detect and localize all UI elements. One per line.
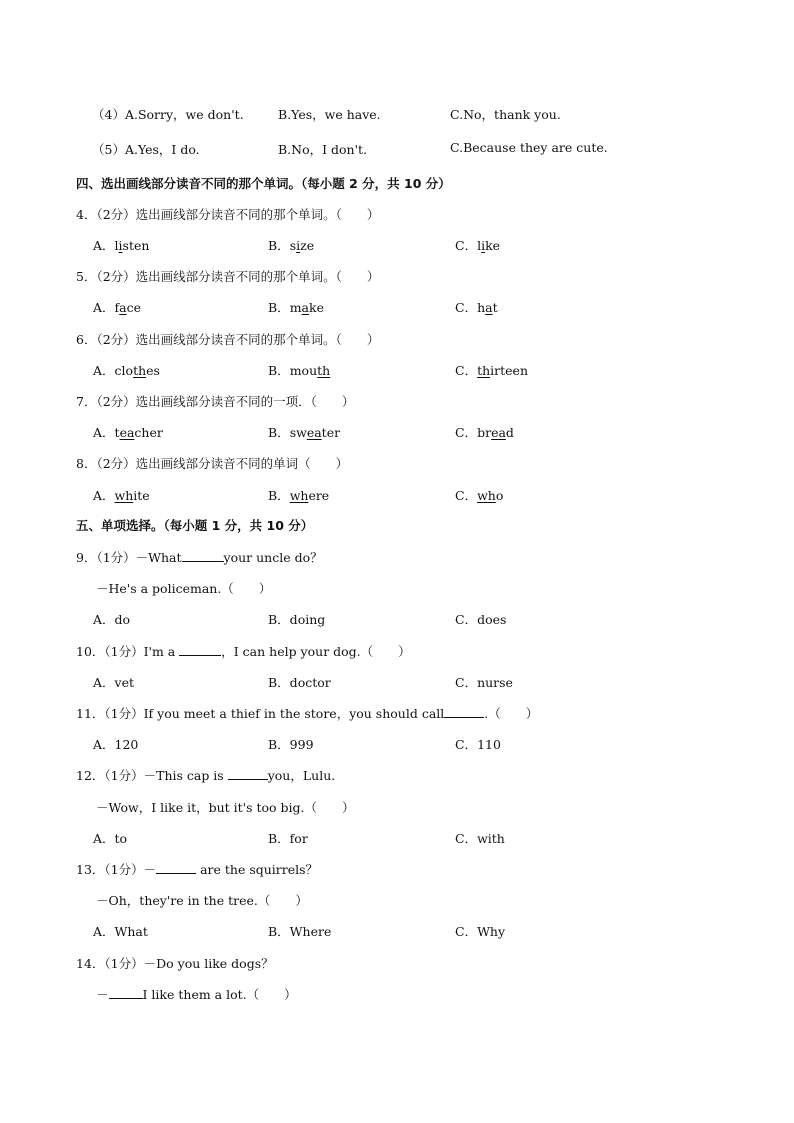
question-12-reply: －Wow，I like it，but it's too big.（ ） [96, 800, 355, 815]
option-a[interactable]: A．to [93, 831, 128, 846]
option-b[interactable]: B．999 [268, 737, 314, 752]
section-4-title: 四、选出画线部分读音不同的那个单词。（每小题 2 分，共 10 分） [76, 176, 451, 191]
option-a[interactable]: A．120 [93, 737, 139, 752]
answer-blank[interactable] [156, 861, 196, 874]
question-13-stem: 13．（1分）－ are the squirrels？ [76, 862, 319, 877]
option-b[interactable]: B．sweater [268, 425, 341, 440]
option-c[interactable]: C．who [455, 488, 504, 503]
option-c[interactable]: C.Because they are cute. [450, 140, 608, 155]
question-6-stem: 6．（2分）选出画线部分读音不同的那个单词。（ ） [76, 332, 380, 347]
option-a[interactable]: A．What [93, 924, 148, 939]
question-7-stem: 7．（2分）选出画线部分读音不同的一项．（ ） [76, 394, 355, 409]
answer-blank[interactable] [179, 643, 221, 656]
question-9-stem: 9．（1分）－What your uncle do？ [76, 550, 323, 565]
option-a[interactable]: （5）A.Yes，I do. [92, 142, 200, 157]
option-b[interactable]: B．doctor [268, 675, 331, 690]
option-c[interactable]: C．with [455, 831, 505, 846]
option-b[interactable]: B．Where [268, 924, 332, 939]
question-13-reply: －Oh，they're in the tree.（ ） [96, 893, 308, 908]
option-c[interactable]: C．does [455, 612, 507, 627]
option-c[interactable]: C.No，thank you. [450, 107, 561, 122]
option-b[interactable]: B.Yes，we have. [278, 107, 381, 122]
option-a[interactable]: A．face [93, 300, 142, 315]
question-5-stem: 5．（2分）选出画线部分读音不同的那个单词。（ ） [76, 269, 380, 284]
question-4-stem: 4．（2分）选出画线部分读音不同的那个单词。（ ） [76, 207, 380, 222]
option-c[interactable]: C．nurse [455, 675, 513, 690]
question-10-stem: 10．（1分）I'm a ，I can help your dog.（ ） [76, 644, 411, 659]
option-a[interactable]: A．clothes [93, 363, 160, 378]
option-c[interactable]: C．like [455, 238, 501, 253]
option-b[interactable]: B．make [268, 300, 324, 315]
option-b[interactable]: B．size [268, 238, 315, 253]
option-c[interactable]: C．hat [455, 300, 498, 315]
option-b[interactable]: B．doing [268, 612, 326, 627]
option-a[interactable]: A．do [93, 612, 131, 627]
question-9-reply: －He's a policeman.（ ） [96, 581, 272, 596]
option-b[interactable]: B．for [268, 831, 308, 846]
option-c[interactable]: C．bread [455, 425, 514, 440]
answer-blank[interactable] [444, 705, 484, 718]
question-14-reply: － I like them a lot.（ ） [96, 987, 297, 1002]
option-c[interactable]: C．Why [455, 924, 506, 939]
option-b[interactable]: B．mouth [268, 363, 331, 378]
option-a[interactable]: （4）A.Sorry，we don't. [92, 107, 244, 122]
option-a[interactable]: A．teacher [93, 425, 163, 440]
answer-blank[interactable] [182, 549, 224, 562]
question-8-stem: 8．（2分）选出画线部分读音不同的单词（ ） [76, 456, 349, 471]
question-14-stem: 14．（1分）－Do you like dogs？ [76, 956, 274, 971]
question-11-stem: 11．（1分）If you meet a thief in the store，you should call .（ ） [76, 706, 539, 721]
section-5-title: 五、单项选择。（每小题 1 分，共 10 分） [76, 518, 314, 533]
answer-blank[interactable] [109, 986, 143, 999]
answer-blank[interactable] [228, 767, 268, 780]
option-c[interactable]: C．thirteen [455, 363, 528, 378]
option-a[interactable]: A．listen [93, 238, 150, 253]
option-b[interactable]: B．where [268, 488, 330, 503]
option-a[interactable]: A．white [93, 488, 150, 503]
option-a[interactable]: A．vet [93, 675, 135, 690]
question-12-stem: 12．（1分）－This cap is you，Lulu. [76, 768, 336, 783]
option-b[interactable]: B.No，I don't. [278, 142, 368, 157]
option-c[interactable]: C．110 [455, 737, 501, 752]
